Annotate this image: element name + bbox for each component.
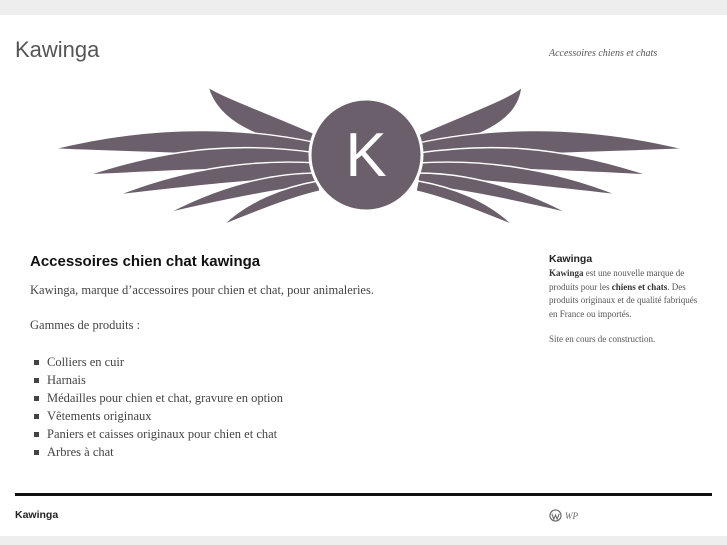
list-item: Arbres à chat: [30, 443, 283, 461]
list-item: Colliers en cuir: [30, 353, 283, 371]
widget-text-part: . Des produits originaux et de qualité fabriqués en France ou importés.: [549, 281, 698, 319]
widget-brand: Kawinga: [549, 268, 584, 278]
product-range-label: Gammes de produits :: [30, 318, 141, 332]
site-tagline: Accessoires chiens et chats: [549, 48, 658, 59]
wordpress-link[interactable]: [549, 509, 578, 522]
widget-title: Kawinga: [549, 253, 593, 265]
footer-site-title-link[interactable]: Kawinga: [15, 509, 59, 521]
widget-description: [549, 267, 699, 321]
page: [0, 15, 727, 536]
wordpress-label: WP: [565, 510, 578, 521]
widget-text-part: est une nouvelle marque de produits pour les: [549, 268, 685, 292]
sidebar: [549, 253, 699, 344]
winged-k-logo-banner: [48, 83, 688, 228]
footer-divider: [15, 493, 712, 496]
main-content: [30, 253, 510, 459]
logo-letter: K: [345, 121, 387, 190]
list-item: Médailles pour chien et chat, gravure en option: [30, 389, 283, 407]
product-list: [30, 353, 283, 461]
wordpress-icon: [549, 509, 562, 522]
list-item: Paniers et caisses originaux pour chien et chat: [30, 425, 283, 443]
construction-note: Site en cours de construction.: [549, 334, 656, 344]
list-item: Vêtements originaux: [30, 407, 283, 425]
widget-highlight: chiens et chats: [611, 281, 668, 292]
post-title: Accessoires chien chat kawinga: [30, 253, 261, 270]
post-intro: Kawinga, marque d’accessoires pour chien et chat, pour animaleries.: [30, 283, 374, 297]
list-item: Harnais: [30, 371, 283, 389]
site-title-link[interactable]: Kawinga: [15, 37, 100, 62]
